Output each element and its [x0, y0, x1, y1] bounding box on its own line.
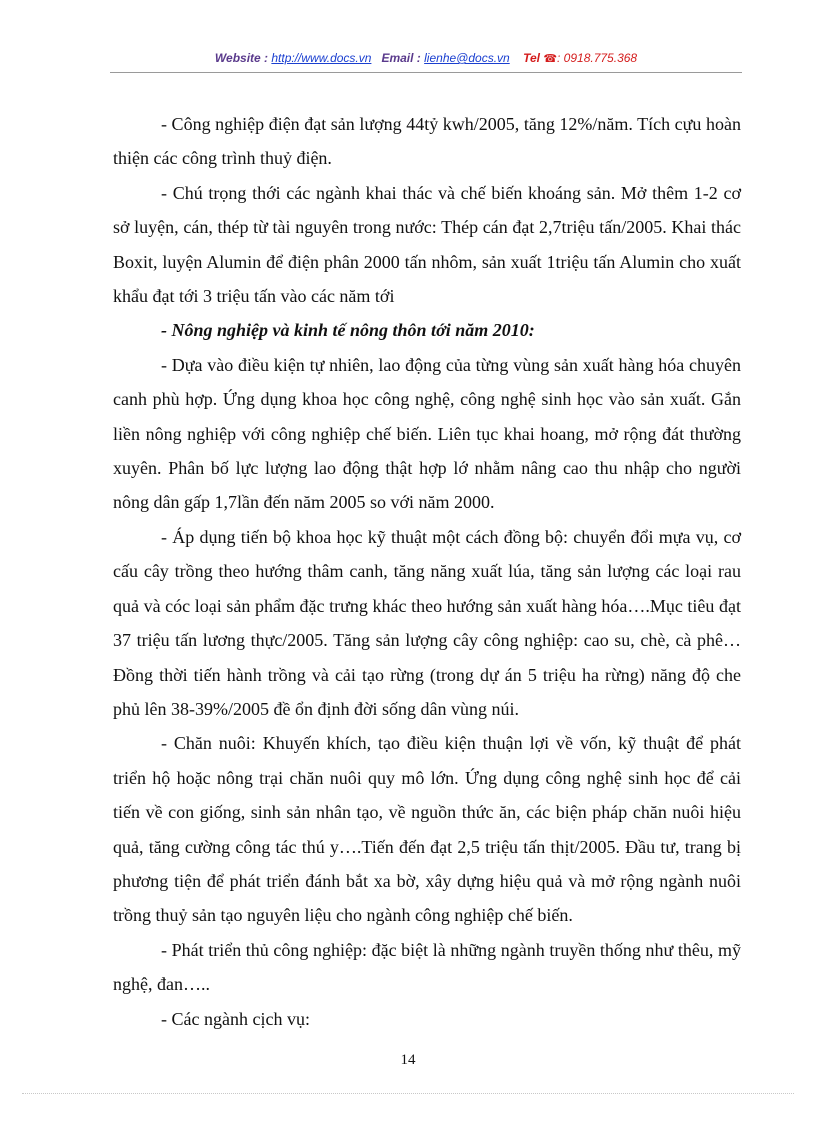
- paragraph: - Dựa vào điều kiện tự nhiên, lao động của từng vùng sản xuất hàng hóa chuyên canh phù hợp. Ứng dụng khoa học công nghệ, công nghệ sinh học vào sản xuất. Gắn liền nông nghiệp với công nghiệp chế biến. Liên tục khai hoang, mở rộng đát thường xuyên. Phân bố lực lượng lao động thật hợp lớ nhằm nâng cao thu nhập cho người nông dân gấp 1,7lần đến năm 2005 so với năm 2000.: [113, 354, 741, 513]
- section-heading: - Nông nghiệp và kinh tế nông thôn tới năm 2010:: [161, 320, 535, 341]
- paragraph: - Chú trọng thới các ngành khai thác và chế biến khoáng sản. Mở thêm 1-2 cơ sở luyện, cán, thép từ tài nguyên trong nước: Thép cán đạt 2,7triệu tấn/2005. Khai thác Boxit, luyện Alumin để điện phân 2000 tấn nhôm, sản xuất 1triệu tấn Alumin cho xuất khẩu đạt tới 3 triệu tấn vào các năm tới: [113, 182, 741, 307]
- website-link[interactable]: http://www.docs.vn: [271, 51, 372, 65]
- page-number: 14: [400, 1052, 416, 1068]
- paragraph: - Các ngành cịch vụ:: [161, 1008, 310, 1029]
- page-bottom-divider: [22, 1093, 794, 1094]
- header-divider: [110, 72, 742, 73]
- phone-icon: ☎: [543, 53, 558, 65]
- email-label: Email :: [381, 51, 421, 65]
- website-label: Website :: [214, 51, 269, 65]
- page-header: [110, 51, 742, 65]
- paragraph: - Áp dụng tiến bộ khoa học kỹ thuật một cách đồng bộ: chuyển đổi mựa vụ, cơ cấu cây trồng theo hướng thâm canh, tăng năng xuất lúa, tăng sản lượng các loại rau quả và cóc loại sản phẩm đặc trưng khác theo hướng sản xuất hàng hóa….Mục tiêu đạt 37 triệu tấn lương thực/2005. Tăng sản lượng cây công nghiệp: cao su, chè, cà phê…Đồng thời tiến hành trồng và cải tạo rừng (trong dự án 5 triệu ha rừng) năng độ che phủ lên 38-39%/2005 đề ổn định đời sống dân vùng núi.: [113, 526, 741, 719]
- paragraph: - Phát triển thủ công nghiệp: đặc biệt là những ngành truyền thống như thêu, mỹ nghệ, đan…..: [113, 939, 741, 995]
- document-body: [113, 107, 741, 1036]
- tel-label: Tel: [523, 51, 540, 65]
- paragraph: - Chăn nuôi: Khuyến khích, tạo điều kiện thuận lợi về vốn, kỹ thuật để phát triển hộ hoặc nông trại chăn nuôi quy mô lớn. Ứng dụng công nghệ sinh học để cải tiến về con giống, sinh sản nhân tạo, về nguồn thức ăn, các biện pháp chăn nuôi hiệu quả, tăng cường công tác thú y….Tiến đến đạt 2,5 triệu tấn thịt/2005. Đầu tư, trang bị phương tiện để phát triển đánh bắt xa bờ, xây dựng hiệu quả và mở rộng ngành nuôi trồng thuỷ sản tạo nguyên liệu cho ngành công nghiệp chế biến.: [113, 733, 741, 926]
- email-link[interactable]: lienhe@docs.vn: [424, 51, 510, 65]
- paragraph: - Công nghiệp điện đạt sản lượng 44tỷ kwh/2005, tăng 12%/năm. Tích cựu hoàn thiện các công trình thuỷ điện.: [113, 114, 741, 169]
- tel-value: : 0918.775.368: [557, 51, 638, 65]
